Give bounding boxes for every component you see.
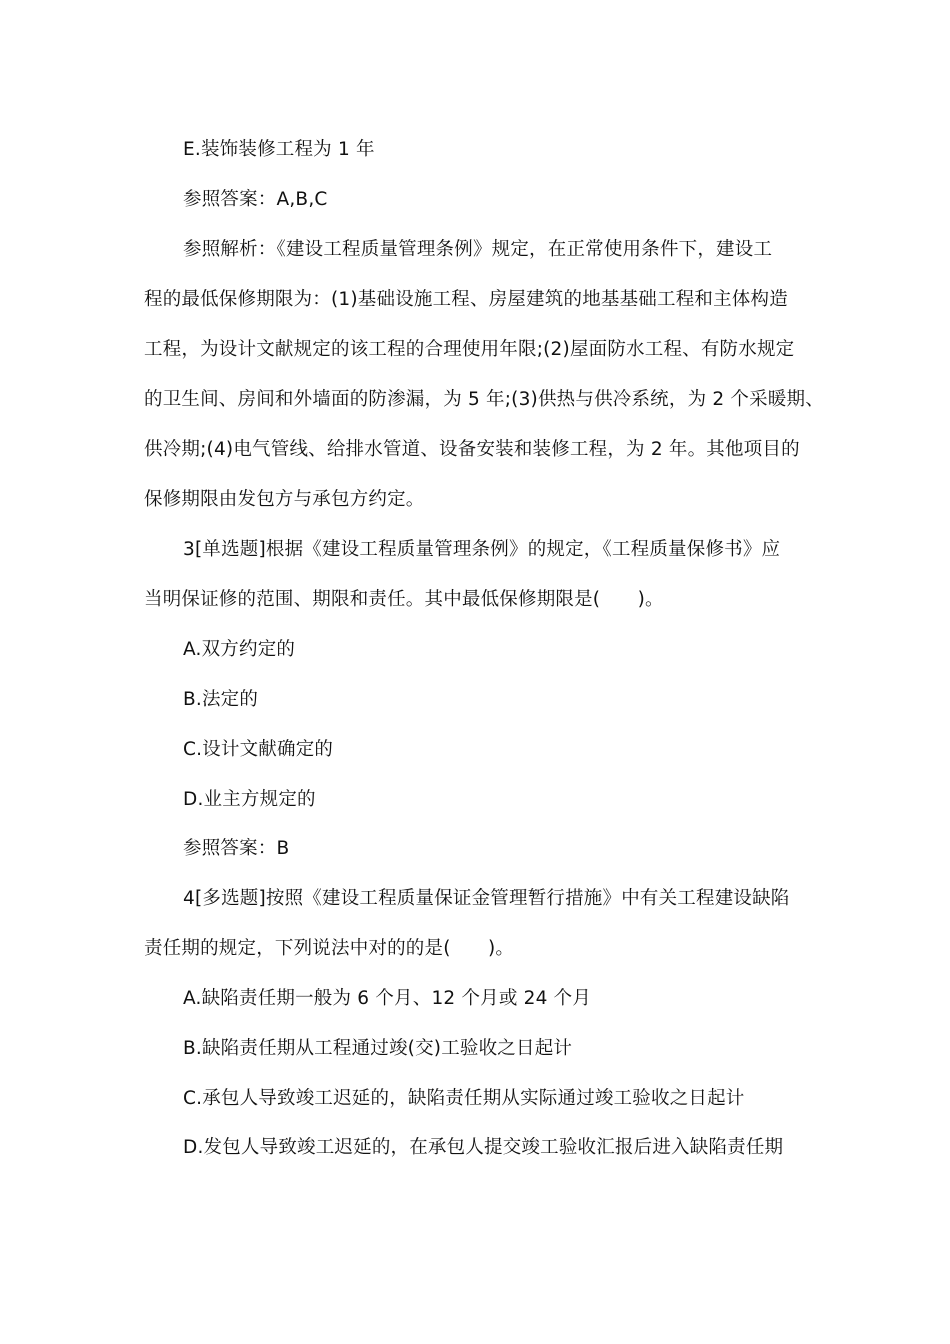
question-3-line: 3[单选题]根据《建设工程质量管理条例》的规定，《工程质量保修书》应	[183, 539, 781, 560]
option-line: A.双方约定的	[183, 639, 296, 660]
analysis-line: 参照解析：《建设工程质量管理条例》规定，在正常使用条件下，建设工	[183, 239, 773, 260]
option-line: C.承包人导致竣工迟延的，缺陷责任期从实际通过竣工验收之日起计	[183, 1088, 745, 1109]
option-line: D.发包人导致竣工迟延的，在承包人提交竣工验收汇报后进入缺陷责任期	[183, 1137, 784, 1158]
answer-line: 参照答案：B	[183, 838, 290, 859]
option-line: D.业主方规定的	[183, 789, 316, 810]
analysis-line: 工程，为设计文献规定的该工程的合理使用年限;(2)屋面防水工程、有防水规定	[144, 339, 795, 360]
question-4-line: 责任期的规定，下列说法中对的的是( )。	[144, 938, 515, 959]
option-line: C.设计文献确定的	[183, 739, 334, 760]
analysis-line: 的卫生间、房间和外墙面的防渗漏，为 5 年;(3)供热与供冷系统，为 2 个采暖期、	[144, 389, 824, 410]
analysis-line: 程的最低保修期限为：(1)基础设施工程、房屋建筑的地基基础工程和主体构造	[144, 289, 788, 310]
question-4-line: 4[多选题]按照《建设工程质量保证金管理暂行措施》中有关工程建设缺陷	[183, 888, 790, 909]
analysis-line: 供冷期;(4)电气管线、给排水管道、设备安装和装修工程，为 2 年。其他项目的	[144, 439, 800, 460]
option-line: B.法定的	[183, 689, 259, 710]
analysis-line: 保修期限由发包方与承包方约定。	[144, 489, 425, 510]
option-e-line: E.装饰装修工程为 1 年	[183, 139, 375, 160]
option-line: B.缺陷责任期从工程通过竣(交)工验收之日起计	[183, 1038, 573, 1059]
option-line: A.缺陷责任期一般为 6 个月、12 个月或 24 个月	[183, 988, 592, 1009]
question-3-line: 当明保证修的范围、期限和责任。其中最低保修期限是( )。	[144, 589, 664, 610]
answer-line: 参照答案：A,B,C	[183, 189, 328, 210]
